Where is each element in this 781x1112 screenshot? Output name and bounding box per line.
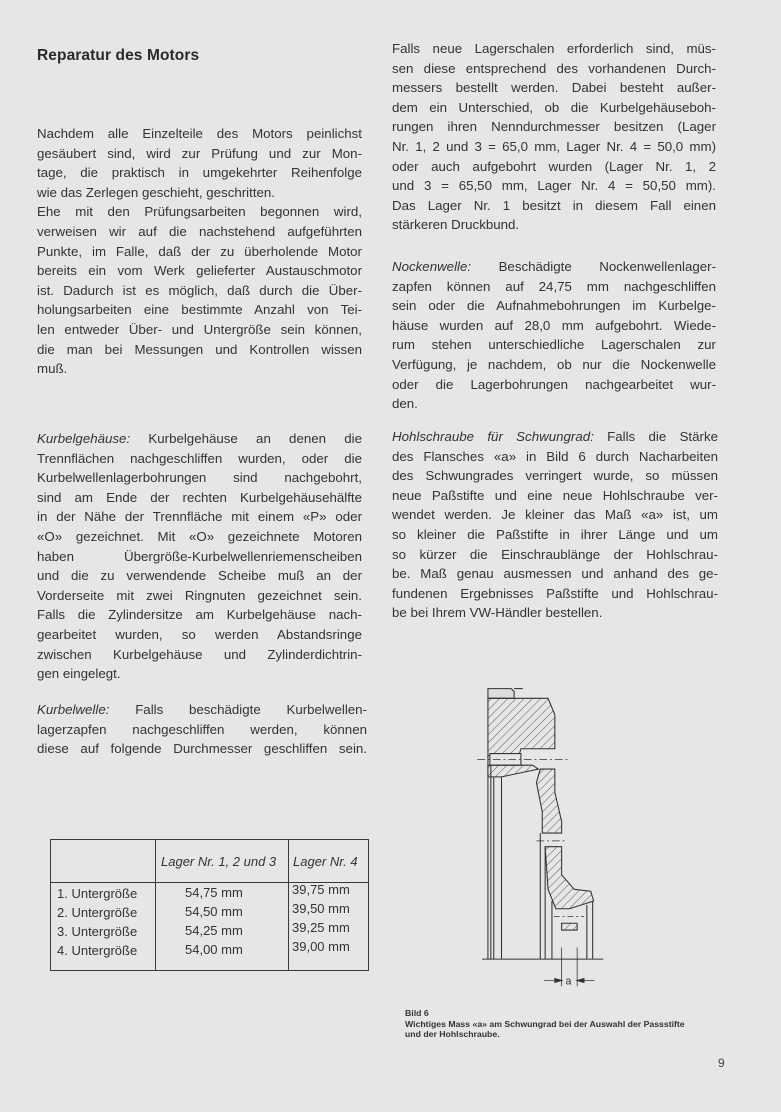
figure-caption <box>405 1008 735 1040</box>
kurbelgehaeuse-paragraph <box>37 429 362 684</box>
text-line: be bei Ihrem VW-Händler bestellen. <box>392 605 603 621</box>
text-line: gen eingelegt. <box>37 666 121 682</box>
undersize-table <box>50 839 369 971</box>
text-line: oder die Lagerbohrungen nachgearbeitet wur- <box>392 376 716 392</box>
text-line: fundenen Ergebnisses Paßstifte und Hohlschrau- <box>392 585 718 601</box>
text-line <box>37 429 362 449</box>
table-cell: 54,00 mm <box>185 942 243 957</box>
text-fragment: Falls beschädigte Kurbelwellen- <box>135 702 368 717</box>
text-line: Nachdem alle Einzelteile des Motors peinlichst <box>37 126 362 141</box>
page-title: Reparatur des Motors <box>37 47 200 64</box>
text-line: be. Maß genau ausmessen und anhand des ge- <box>392 566 718 582</box>
table-cell: 54,50 mm <box>185 904 243 919</box>
text-line: Ehe mit den Prüfungsarbeiten begonnen wird, <box>37 204 362 220</box>
lagerschalen-paragraph <box>392 39 716 235</box>
text-line: zwischen Kurbelgehäuse und Zylinderdichtrin- <box>37 646 362 662</box>
text-line: Das Lager Nr. 1 besitzt in diesem Fall einen <box>392 197 716 213</box>
text-fragment: Falls die Stärke <box>607 429 718 444</box>
text-line: Vorderseite mit zwei Ringnuten gezeichnet sein. <box>37 587 362 603</box>
section-lead: Kurbelwelle: <box>37 702 110 717</box>
text-line: messers bestellt werden. Dabei besteht außer- <box>392 80 716 96</box>
caption-text: und der Hohlschraube. <box>405 1029 500 1039</box>
table-cell: 39,00 mm <box>292 939 350 954</box>
text-line: oder auch aufgebohrt wurden (Lager Nr. 1, 2 <box>392 158 716 174</box>
text-line: stärkeren Druckbund. <box>392 217 520 233</box>
text-line: den. <box>392 396 418 412</box>
text-line <box>37 700 367 720</box>
column-header: Lager Nr. 4 <box>293 854 358 869</box>
text-fragment: Kurbelgehäuse an denen die <box>148 431 362 446</box>
text-line: wie das Zerlegen geschieht, geschritten. <box>37 184 276 200</box>
dimension-label: a <box>565 975 572 988</box>
nockenwelle-paragraph <box>392 257 716 414</box>
text-line: sein oder die Aufnahmebohrungen im Kurbelge- <box>392 298 716 314</box>
text-line: zapfen können auf 24,75 mm nachgeschliffen <box>392 278 716 294</box>
text-line: dem ein Unterschied, ob die Kurbelgehäuseboh- <box>392 99 716 115</box>
table-cell: 39,25 mm <box>292 920 350 935</box>
text-line: Nr. 1, 2 und 3 = 65,0 mm, Lager Nr. 4 = 50,0 mm) <box>392 138 716 154</box>
row-label: 3. Untergröße <box>57 924 138 939</box>
intro-paragraph <box>37 124 362 379</box>
text-line: verweisen wir auf die nachstehend aufgeführten <box>37 223 362 239</box>
text-line: und 3 = 65,50 mm, Lager Nr. 4 = 50,50 mm). <box>392 178 716 194</box>
text-line: Falls neue Lagerschalen erforderlich sind, müs- <box>392 41 716 56</box>
row-label: 1. Untergröße <box>57 886 138 901</box>
text-line: des Flansches «a» in Bild 6 durch Nacharbeiten <box>392 448 718 464</box>
text-line: rum stehen unterschiedliche Lagerschalen zur <box>392 337 716 353</box>
text-line: Trennflächen nachgeschliffen wurden, oder die <box>37 450 362 466</box>
table-cell: 39,75 mm <box>292 882 350 897</box>
table-cell: 39,50 mm <box>292 901 350 916</box>
row-label: 4. Untergröße <box>57 943 138 958</box>
text-line <box>392 427 718 447</box>
text-line: wendet werden. Je kleiner das Maß «a» ist, um <box>392 507 718 523</box>
page-number: 9 <box>718 1056 725 1070</box>
row-label: 2. Untergröße <box>57 905 138 920</box>
text-line: des Schwungrades verringert wurde, so müssen <box>392 468 718 484</box>
text-line: lagerzapfen nachgeschliffen werden, können <box>37 721 367 737</box>
text-line: tage, die praktisch in umgekehrter Reihenfolge <box>37 165 362 181</box>
table-divider <box>155 840 156 970</box>
section-lead: Kurbelgehäuse: <box>37 431 131 446</box>
section-lead: Hohlschraube für Schwungrad: <box>392 429 594 444</box>
text-line: häuse wurden auf 28,0 mm aufgebohrt. Wiede- <box>392 317 716 333</box>
column-header: Lager Nr. 1, 2 und 3 <box>161 854 277 869</box>
text-line: und die zu verwendende Scheibe muß an der <box>37 568 362 584</box>
text-line <box>392 257 716 277</box>
caption-title: Bild 6 <box>405 1008 429 1018</box>
text-line: Falls die Zylindersitze am Kurbelgehäuse nach- <box>37 607 362 623</box>
text-line: len entweder Über- und Untergröße sein können, <box>37 321 362 337</box>
flywheel-section-drawing <box>470 676 630 996</box>
text-line: Kurbelwellenlagerbohrungen sind nachgebohrt, <box>37 470 362 486</box>
table-cell: 54,75 mm <box>185 885 243 900</box>
text-line: sind am Ende der rechten Kurbelgehäusehälfte <box>37 489 362 505</box>
text-line: diese auf folgende Durchmesser geschliffen sein. <box>37 741 367 757</box>
hohlschraube-paragraph <box>392 427 718 623</box>
text-line: bereits ein vom Werk gelieferter Austauschmotor <box>37 263 362 279</box>
text-line: sen diese entsprechend des vorhandenen Durch- <box>392 60 716 76</box>
kurbelwelle-paragraph <box>37 700 367 759</box>
caption-text: Wichtiges Mass «a» am Schwungrad bei der Auswahl der Passstifte <box>405 1018 685 1029</box>
table-cell: 54,25 mm <box>185 923 243 938</box>
text-fragment: Beschädigte Nockenwellenlager- <box>498 259 716 274</box>
text-line: rungen ihren Nenndurchmesser besitzen (Lager <box>392 119 716 135</box>
text-line: Verfügung, je nachdem, ob nur die Nockenwelle <box>392 356 716 372</box>
text-line: haben Übergröße-Kurbelwellenriemenscheiben <box>37 548 362 564</box>
text-line: neue Paßstifte und eine neue Hohlschraube ver- <box>392 487 718 503</box>
text-line: so kleiner die Paßstifte in ihrer Länge und um <box>392 526 718 542</box>
text-line: in der Nähe der Trennfläche mit einem «P» oder <box>37 509 362 525</box>
text-line: so kürzer die Einschraublänge der Hohlschrau- <box>392 546 718 562</box>
section-lead: Nockenwelle: <box>392 259 472 274</box>
text-line: gesäubert sind, wird zur Prüfung und zur Mon- <box>37 145 362 161</box>
text-line: ist. Dadurch ist es möglich, daß durch die Über- <box>37 282 362 298</box>
text-line: die man bei Messungen und Kontrollen wissen <box>37 341 362 357</box>
text-line: «O» gezeichnet. Mit «O» gezeichnete Motoren <box>37 528 362 544</box>
text-line: muß. <box>37 361 68 377</box>
table-divider <box>288 840 289 970</box>
text-line: Punkte, im Falle, daß der zu überholende Motor <box>37 243 362 259</box>
text-line: holungsarbeiten eine bestimmte Anzahl von Tei- <box>37 302 362 318</box>
text-line: gearbeitet wurden, so werden Abstandsringe <box>37 626 362 642</box>
